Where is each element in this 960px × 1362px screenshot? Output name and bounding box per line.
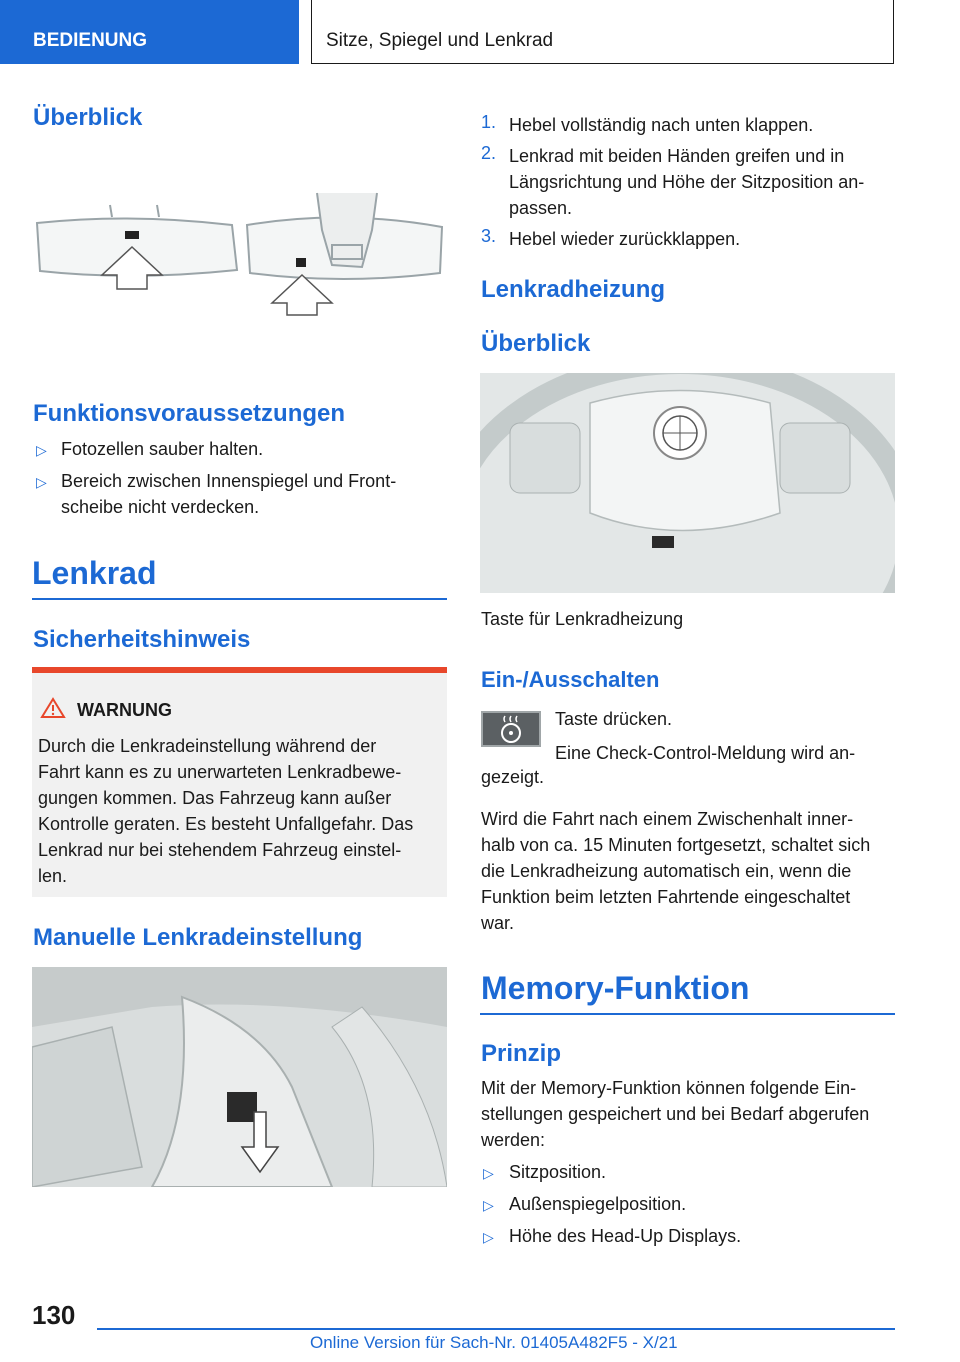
paragraph-line: war. (481, 913, 515, 933)
paragraph-line: Wird die Fahrt nach einem Zwischenhalt inner- (481, 809, 854, 829)
bullet-triangle-icon: ▷ (36, 474, 47, 490)
section-title: BEDIENUNG (33, 30, 148, 51)
steering-wheel-image (480, 373, 895, 593)
steering-column-image (32, 967, 447, 1187)
heizung-overview-heading: Überblick (481, 330, 591, 357)
step-number: 2. (481, 143, 497, 163)
heizung-paragraph (481, 806, 895, 936)
heizung-heading: Lenkradheizung (481, 276, 666, 303)
paragraph-line: Mit der Memory-Funktion können folgende Ein- (481, 1078, 857, 1098)
paragraph-line: halb von ca. 15 Minuten fortgesetzt, schaltet sich (481, 835, 871, 855)
list-item-continued: scheibe nicht verdecken. (61, 497, 260, 517)
step-number: 1. (481, 112, 497, 132)
step-text: Längsrichtung und Höhe der Sitzposition an- (509, 172, 865, 192)
list-item: Fotozellen sauber halten. (61, 439, 264, 459)
paragraph-line: Funktion beim letzten Fahrtende eingeschaltet (481, 887, 851, 907)
warning-text (38, 733, 443, 889)
step-number: 3. (481, 226, 497, 246)
chapter-header (311, 0, 894, 64)
sicherheit-heading: Sicherheitshinweis (33, 626, 251, 653)
manuelle-heading: Manuelle Lenkradeinstellung (33, 924, 363, 951)
heading-rule (32, 598, 447, 600)
list-item: Höhe des Head-Up Displays. (509, 1226, 742, 1246)
einaus-line: Taste drücken. (555, 709, 673, 729)
einaus-line: Eine Check-Control-Meldung wird an- (555, 743, 856, 763)
chapter-title: Sitze, Spiegel und Lenkrad (326, 30, 554, 51)
warning-box (32, 667, 447, 897)
step-text: Lenkrad mit beiden Händen greifen und in (509, 146, 845, 166)
warning-line: gungen kommen. Das Fahrzeug kann außer (38, 788, 392, 808)
step-text: Hebel vollständig nach unten klappen. (509, 115, 814, 135)
paragraph-line: stellungen gespeichert und bei Bedarf abgerufen (481, 1104, 870, 1124)
einaus-heading: Ein-/Ausschalten (481, 667, 660, 692)
warning-label: WARNUNG (77, 700, 172, 720)
page-number: 130 (32, 1300, 76, 1330)
warning-line: Fahrt kann es zu unerwarteten Lenkradbewe- (38, 762, 402, 782)
step-text: Hebel wieder zurückklappen. (509, 229, 741, 249)
paragraph-line: die Lenkradheizung automatisch ein, wenn die (481, 861, 852, 881)
image-caption: Taste für Lenkradheizung (481, 609, 684, 629)
list-item: Sitzposition. (509, 1162, 607, 1182)
warning-line: len. (38, 866, 68, 886)
online-version-note: Online Version für Sach-Nr. 01405A482F5 - X/21 (310, 1333, 678, 1352)
warning-line: Durch die Lenkradeinstellung während der (38, 736, 377, 756)
paragraph-line: werden: (481, 1130, 546, 1150)
prinzip-paragraph (481, 1075, 895, 1153)
warning-icon (40, 697, 66, 719)
section-tab (0, 0, 299, 64)
list-item: Bereich zwischen Innenspiegel und Front- (61, 471, 397, 491)
lenkrad-heading: Lenkrad (32, 555, 157, 591)
einaus-line: gezeigt. (481, 767, 545, 787)
mirror-illustration (32, 185, 447, 320)
bullet-triangle-icon: ▷ (483, 1229, 494, 1245)
warning-line: Kontrolle geraten. Es besteht Unfallgefahr. Das (38, 814, 414, 834)
funktion-heading: Funktionsvoraussetzungen (33, 400, 346, 427)
footer-rule (97, 1328, 895, 1330)
steering-heat-button-icon (481, 711, 541, 747)
bullet-triangle-icon: ▷ (483, 1165, 494, 1181)
warning-line: Lenkrad nur bei stehendem Fahrzeug einstel- (38, 840, 402, 860)
step-text: passen. (509, 198, 573, 218)
bullet-triangle-icon: ▷ (36, 442, 47, 458)
list-item: Außenspiegelposition. (509, 1194, 687, 1214)
memory-heading: Memory-Funktion (481, 970, 750, 1006)
bullet-triangle-icon: ▷ (483, 1197, 494, 1213)
heated-wheel-icon (483, 713, 539, 745)
prinzip-heading: Prinzip (481, 1040, 562, 1067)
heading-rule (480, 1013, 895, 1015)
overview-heading: Überblick (33, 104, 143, 131)
